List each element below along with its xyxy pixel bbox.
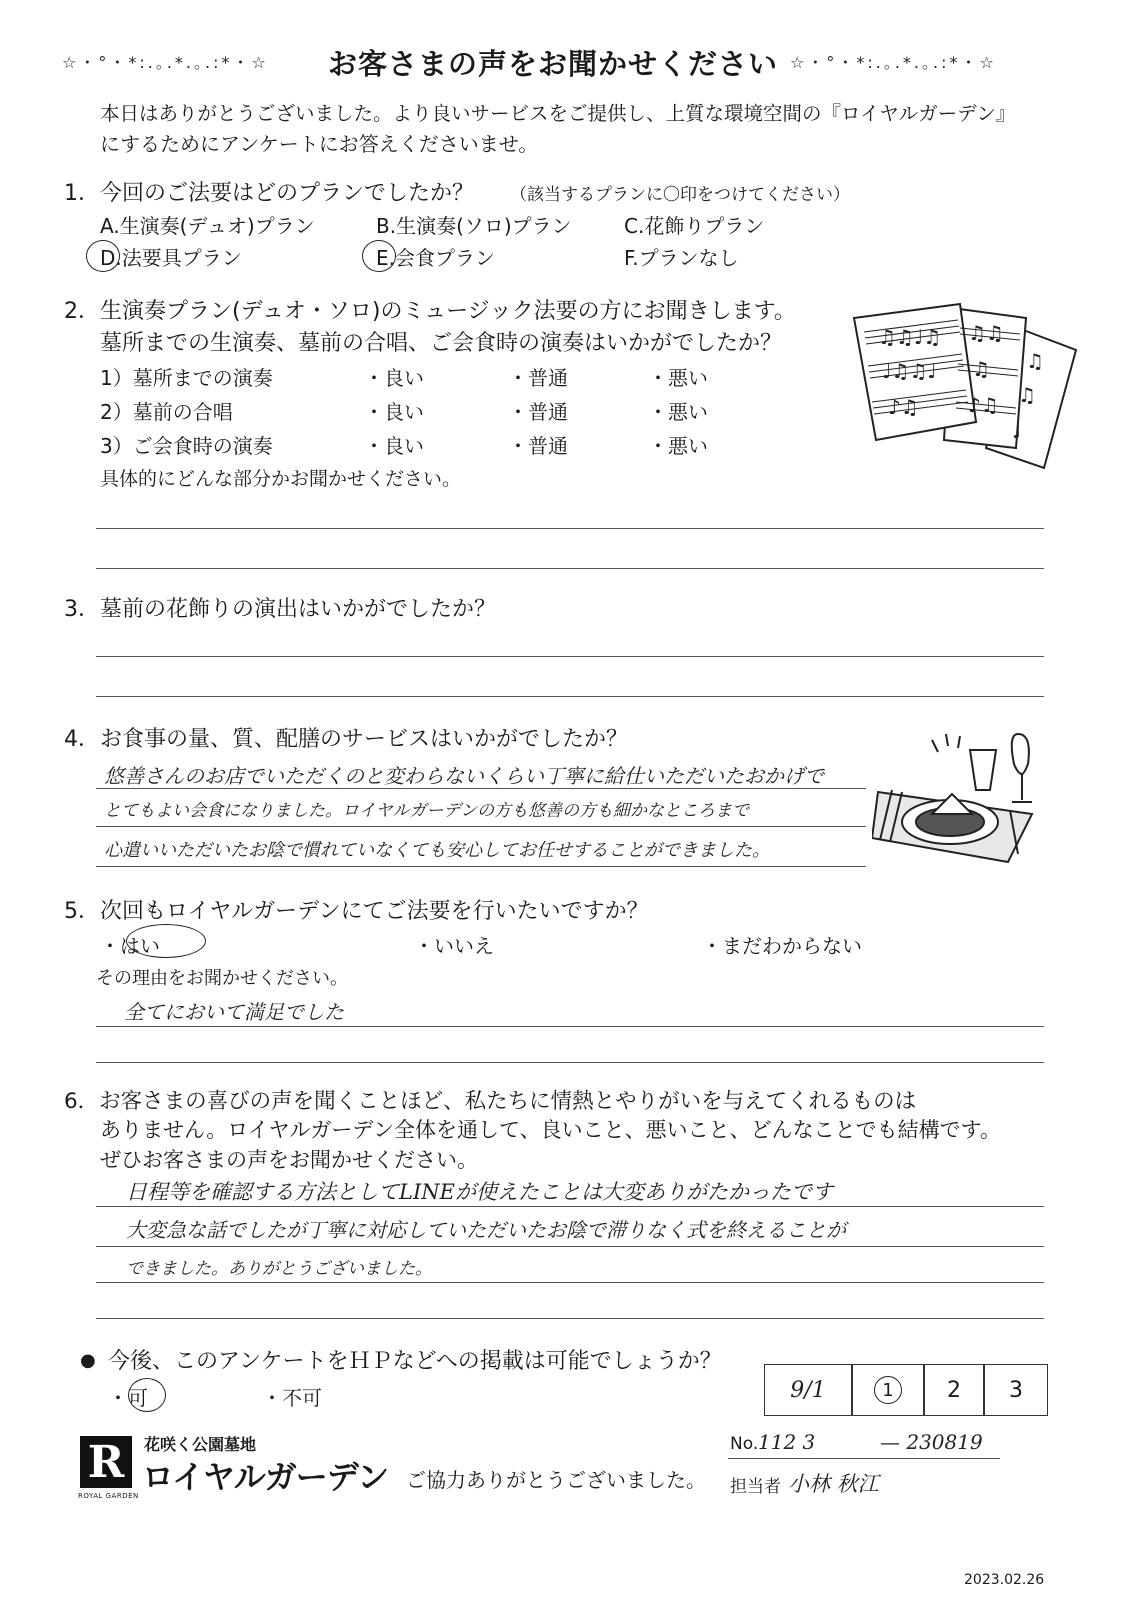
svg-text:♫: ♫ xyxy=(1018,383,1036,407)
q6-line-3 xyxy=(96,1282,1044,1283)
q5-question: 5．次回もロイヤルガーデンにてご法要を行いたいですか？ xyxy=(64,899,649,924)
q6-line-2 xyxy=(96,1246,1044,1247)
q5-circle-yes-mark xyxy=(126,924,206,958)
q6-line-1 xyxy=(96,1206,1044,1207)
publish-question: 今後、このアンケートをＨＰなどへの掲載は可能でしょうか？ xyxy=(108,1349,722,1374)
footer-no-underline xyxy=(728,1458,1000,1459)
publish-yes: ・可 xyxy=(108,1386,148,1410)
music-sheets-illustration xyxy=(848,298,1084,476)
svg-text:♫♫: ♫♫ xyxy=(968,321,1004,345)
svg-text:♫♫♩♫: ♫♫♩♫ xyxy=(878,325,942,349)
page-title: お客さまの声をお聞かせください xyxy=(328,47,779,81)
tally-box-2-circle-mark: 1 xyxy=(874,1376,902,1404)
table-setting-illustration xyxy=(872,730,1062,870)
q2-row-2-normal: ・普通 xyxy=(508,400,568,424)
q5-answer-line-2 xyxy=(96,1062,1044,1063)
q1-option-c: C.花飾りプラン xyxy=(624,214,765,238)
q5-option-yes: ・はい xyxy=(100,934,160,958)
q4-answer-line-3: 心遣いいただいたお陰で慣れていなくても安心してお任せすることができました。 xyxy=(104,840,770,861)
q6-question-line-1: 6．お客さまの喜びの声を聞くことほど、私たちに情熱とやりがいを与えてくれるものは xyxy=(64,1089,917,1114)
tally-box-3: 2 xyxy=(924,1364,984,1416)
header-stars-left: ☆・°・*:.｡.*.｡.:*・☆ xyxy=(62,53,269,72)
q2-row-1-good: ・良い xyxy=(364,366,424,390)
svg-text:♫: ♫ xyxy=(972,357,990,381)
footer-thanks: ご協力ありがとうございました。 xyxy=(406,1468,706,1492)
q3-answer-line-1 xyxy=(96,656,1044,657)
logo-english: ROYAL GARDEN xyxy=(78,1492,139,1500)
svg-text:♩: ♩ xyxy=(1012,419,1022,443)
q2-row-1-label: 1）墓所までの演奏 xyxy=(100,366,273,390)
q1-option-e: E.会食プラン xyxy=(376,246,495,270)
svg-text:♪♫: ♪♫ xyxy=(888,395,919,419)
q1-option-b: B.生演奏(ソロ)プラン xyxy=(376,214,572,238)
q6-line-4 xyxy=(96,1318,1044,1319)
q1-option-d: D.法要具プラン xyxy=(100,246,242,270)
tally-box-4: 3 xyxy=(984,1364,1048,1416)
q3-answer-line-2 xyxy=(96,696,1044,697)
q2-answer-line-1 xyxy=(96,528,1044,529)
tally-box-2 xyxy=(852,1364,924,1416)
q1-question: 1．今回のご法要はどのプランでしたか？ xyxy=(64,181,474,206)
q4-line-2 xyxy=(96,826,866,827)
publish-yes-circle-mark xyxy=(128,1378,166,1412)
q2-answer-line-2 xyxy=(96,568,1044,569)
q1-option-a: A.生演奏(デュオ)プラン xyxy=(100,214,315,238)
svg-text:♩♫♫♩: ♩♫♫♩ xyxy=(882,359,937,383)
q1-option-f: F.プランなし xyxy=(624,246,739,270)
q5-option-undecided: ・まだわからない xyxy=(702,934,862,958)
publish-bullet: ● xyxy=(80,1350,96,1371)
q4-line-1 xyxy=(96,788,866,789)
publish-no: ・不可 xyxy=(262,1386,322,1410)
q1-circle-d-mark xyxy=(86,240,120,272)
q2-row-1-bad: ・悪い xyxy=(648,366,708,390)
q6-answer-line-3: できました。ありがとうございました。 xyxy=(126,1259,432,1279)
logo-main-text: ロイヤルガーデン xyxy=(142,1458,389,1496)
q2-row-3-normal: ・普通 xyxy=(508,434,568,458)
q2-row-1-normal: ・普通 xyxy=(508,366,568,390)
logo-subtitle: 花咲く公園墓地 xyxy=(144,1435,257,1454)
q1-circle-e-mark xyxy=(362,240,396,272)
q4-answer-line-2: とてもよい会食になりました。ロイヤルガーデンの方も悠善の方も細かなところまで xyxy=(104,801,749,821)
footer-staff-label: 担当者 xyxy=(730,1477,781,1497)
header-stars-right: ☆・°・*:.｡.*.｡.:*・☆ xyxy=(790,53,997,72)
q3-question: 3．墓前の花飾りの演出はいかがでしたか？ xyxy=(64,597,496,622)
q2-row-3-label: 3）ご会食時の演奏 xyxy=(100,434,273,458)
royal-garden-logo-mark: R xyxy=(80,1436,132,1488)
q2-row-2-bad: ・悪い xyxy=(648,400,708,424)
q2-question-2: 墓所までの生演奏、墓前の合唱、ご会食時の演奏はいかがでしたか？ xyxy=(100,331,783,356)
intro-line-2: にするためにアンケートにお答えくださいませ。 xyxy=(100,132,539,156)
q2-row-2-label: 2）墓前の合唱 xyxy=(100,400,233,424)
q4-line-3 xyxy=(96,866,866,867)
q6-answer-line-2: 大変急な話でしたが丁寧に対応していただいたお陰で滞りなく式を終えることが xyxy=(126,1218,846,1242)
q4-question: 4．お食事の量、質、配膳のサービスはいかがでしたか？ xyxy=(64,727,628,752)
q5-reason-label: その理由をお聞かせください。 xyxy=(96,968,348,989)
svg-text:♪♫: ♪♫ xyxy=(968,393,999,417)
q1-note: （該当するプランに〇印をつけてください） xyxy=(510,185,850,205)
q2-row-3-bad: ・悪い xyxy=(648,434,708,458)
tally-box-1: 9/1 xyxy=(764,1364,852,1416)
svg-text:♫: ♫ xyxy=(1026,349,1044,373)
q2-detail-label: 具体的にどんな部分かお聞かせください。 xyxy=(100,468,462,490)
q2-question: 2．生演奏プラン(デュオ・ソロ)のミュージック法要の方にお聞きします。 xyxy=(64,299,796,324)
footer-staff-name: 小林 秋江 xyxy=(788,1472,879,1496)
q6-answer-line-1: 日程等を確認する方法としてLINEが使えたことは大変ありがたかったです xyxy=(126,1180,833,1204)
q5-reason-answer: 全てにおいて満足でした xyxy=(124,1000,344,1024)
q2-row-3-good: ・良い xyxy=(364,434,424,458)
footer-code: — 230819 xyxy=(880,1430,983,1454)
q5-answer-line-1 xyxy=(96,1026,1044,1027)
q4-answer-line-1: 悠善さんのお店でいただくのと変わらないくらい丁寧に給仕いただいたおかげで xyxy=(104,764,824,788)
footer-date: 2023.02.26 xyxy=(964,1572,1045,1588)
intro-line-1: 本日はありがとうございました。より良いサービスをご提供し、上質な環境空間の『ロイヤルガーデン』 xyxy=(100,102,1016,125)
q2-row-2-good: ・良い xyxy=(364,400,424,424)
footer-no-label: No. xyxy=(730,1434,759,1454)
q6-question-line-2: ありません。ロイヤルガーデン全体を通して、良いこと、悪いこと、どんなことでも結構です。 xyxy=(100,1118,1001,1142)
footer-no-value: 112 3 xyxy=(758,1430,816,1454)
q6-question-line-3: ぜひお客さまの声をお聞かせください。 xyxy=(100,1148,478,1172)
q5-option-no: ・いいえ xyxy=(414,934,494,958)
